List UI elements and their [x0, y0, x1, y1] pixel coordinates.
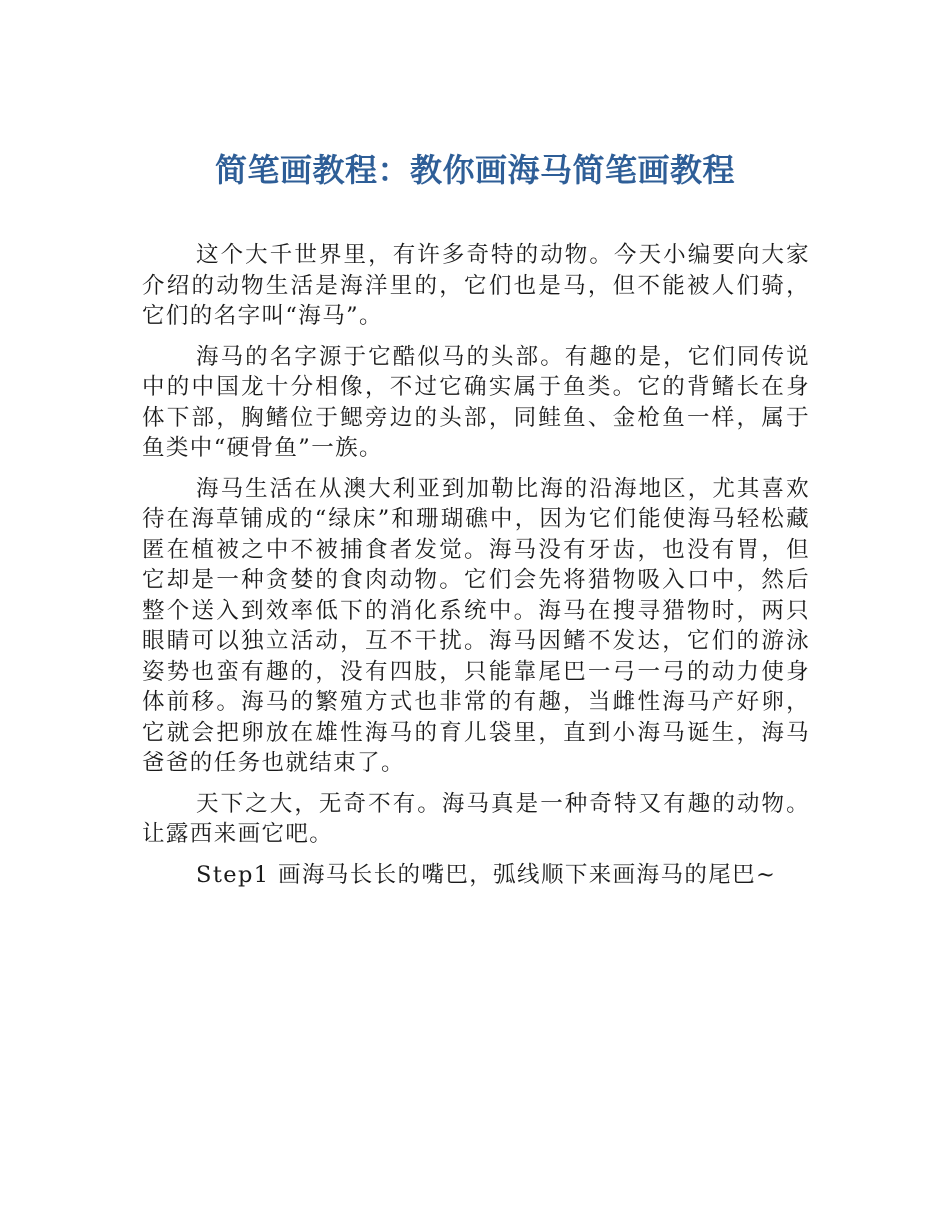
paragraph-habitat: 海马生活在从澳大利亚到加勒比海的沿海地区，尤其喜欢待在海草铺成的“绿床”和珊瑚礁中，因为它们能使海马轻松藏匿在植被之中不被捕食者发觉。海马没有牙齿，也没有胃，但它却是一种贪婪的食肉动物。它们会先将猎物吸入口中，然后整个送入到效率低下的消化系统中。海马在搜寻猎物时，两只眼睛可以独立活动，互不干扰。海马因鳍不发达，它们的游泳姿势也蛮有趣的，没有四肢，只能靠尾巴一弓一弓的动力使身体前移。海马的繁殖方式也非常的有趣，当雌性海马产好卵，它就会把卵放在雄性海马的育儿袋里，直到小海马诞生，海马爸爸的任务也就结束了。 [142, 475, 810, 776]
paragraph-name-origin: 海马的名字源于它酷似马的头部。有趣的是，它们同传说中的中国龙十分相像，不过它确实属于鱼类。它的背鳍长在身体下部，胸鳍位于鳃旁边的头部，同鲑鱼、金枪鱼一样，属于鱼类中“硬骨鱼”一族。 [142, 343, 810, 461]
paragraph-step1: Step1 画海马长长的嘴巴，弧线顺下来画海马的尾巴~ [196, 861, 777, 888]
paragraph-intro: 这个大千世界里，有许多奇特的动物。今天小编要向大家介绍的动物生活是海洋里的，它们也是马，但不能被人们骑，它们的名字叫“海马”。 [142, 242, 810, 329]
document-title: 简笔画教程：教你画海马简笔画教程 [214, 151, 735, 189]
paragraph-summary: 天下之大，无奇不有。海马真是一种奇特又有趣的动物。让露西来画它吧。 [142, 790, 810, 847]
document-body [142, 240, 810, 900]
